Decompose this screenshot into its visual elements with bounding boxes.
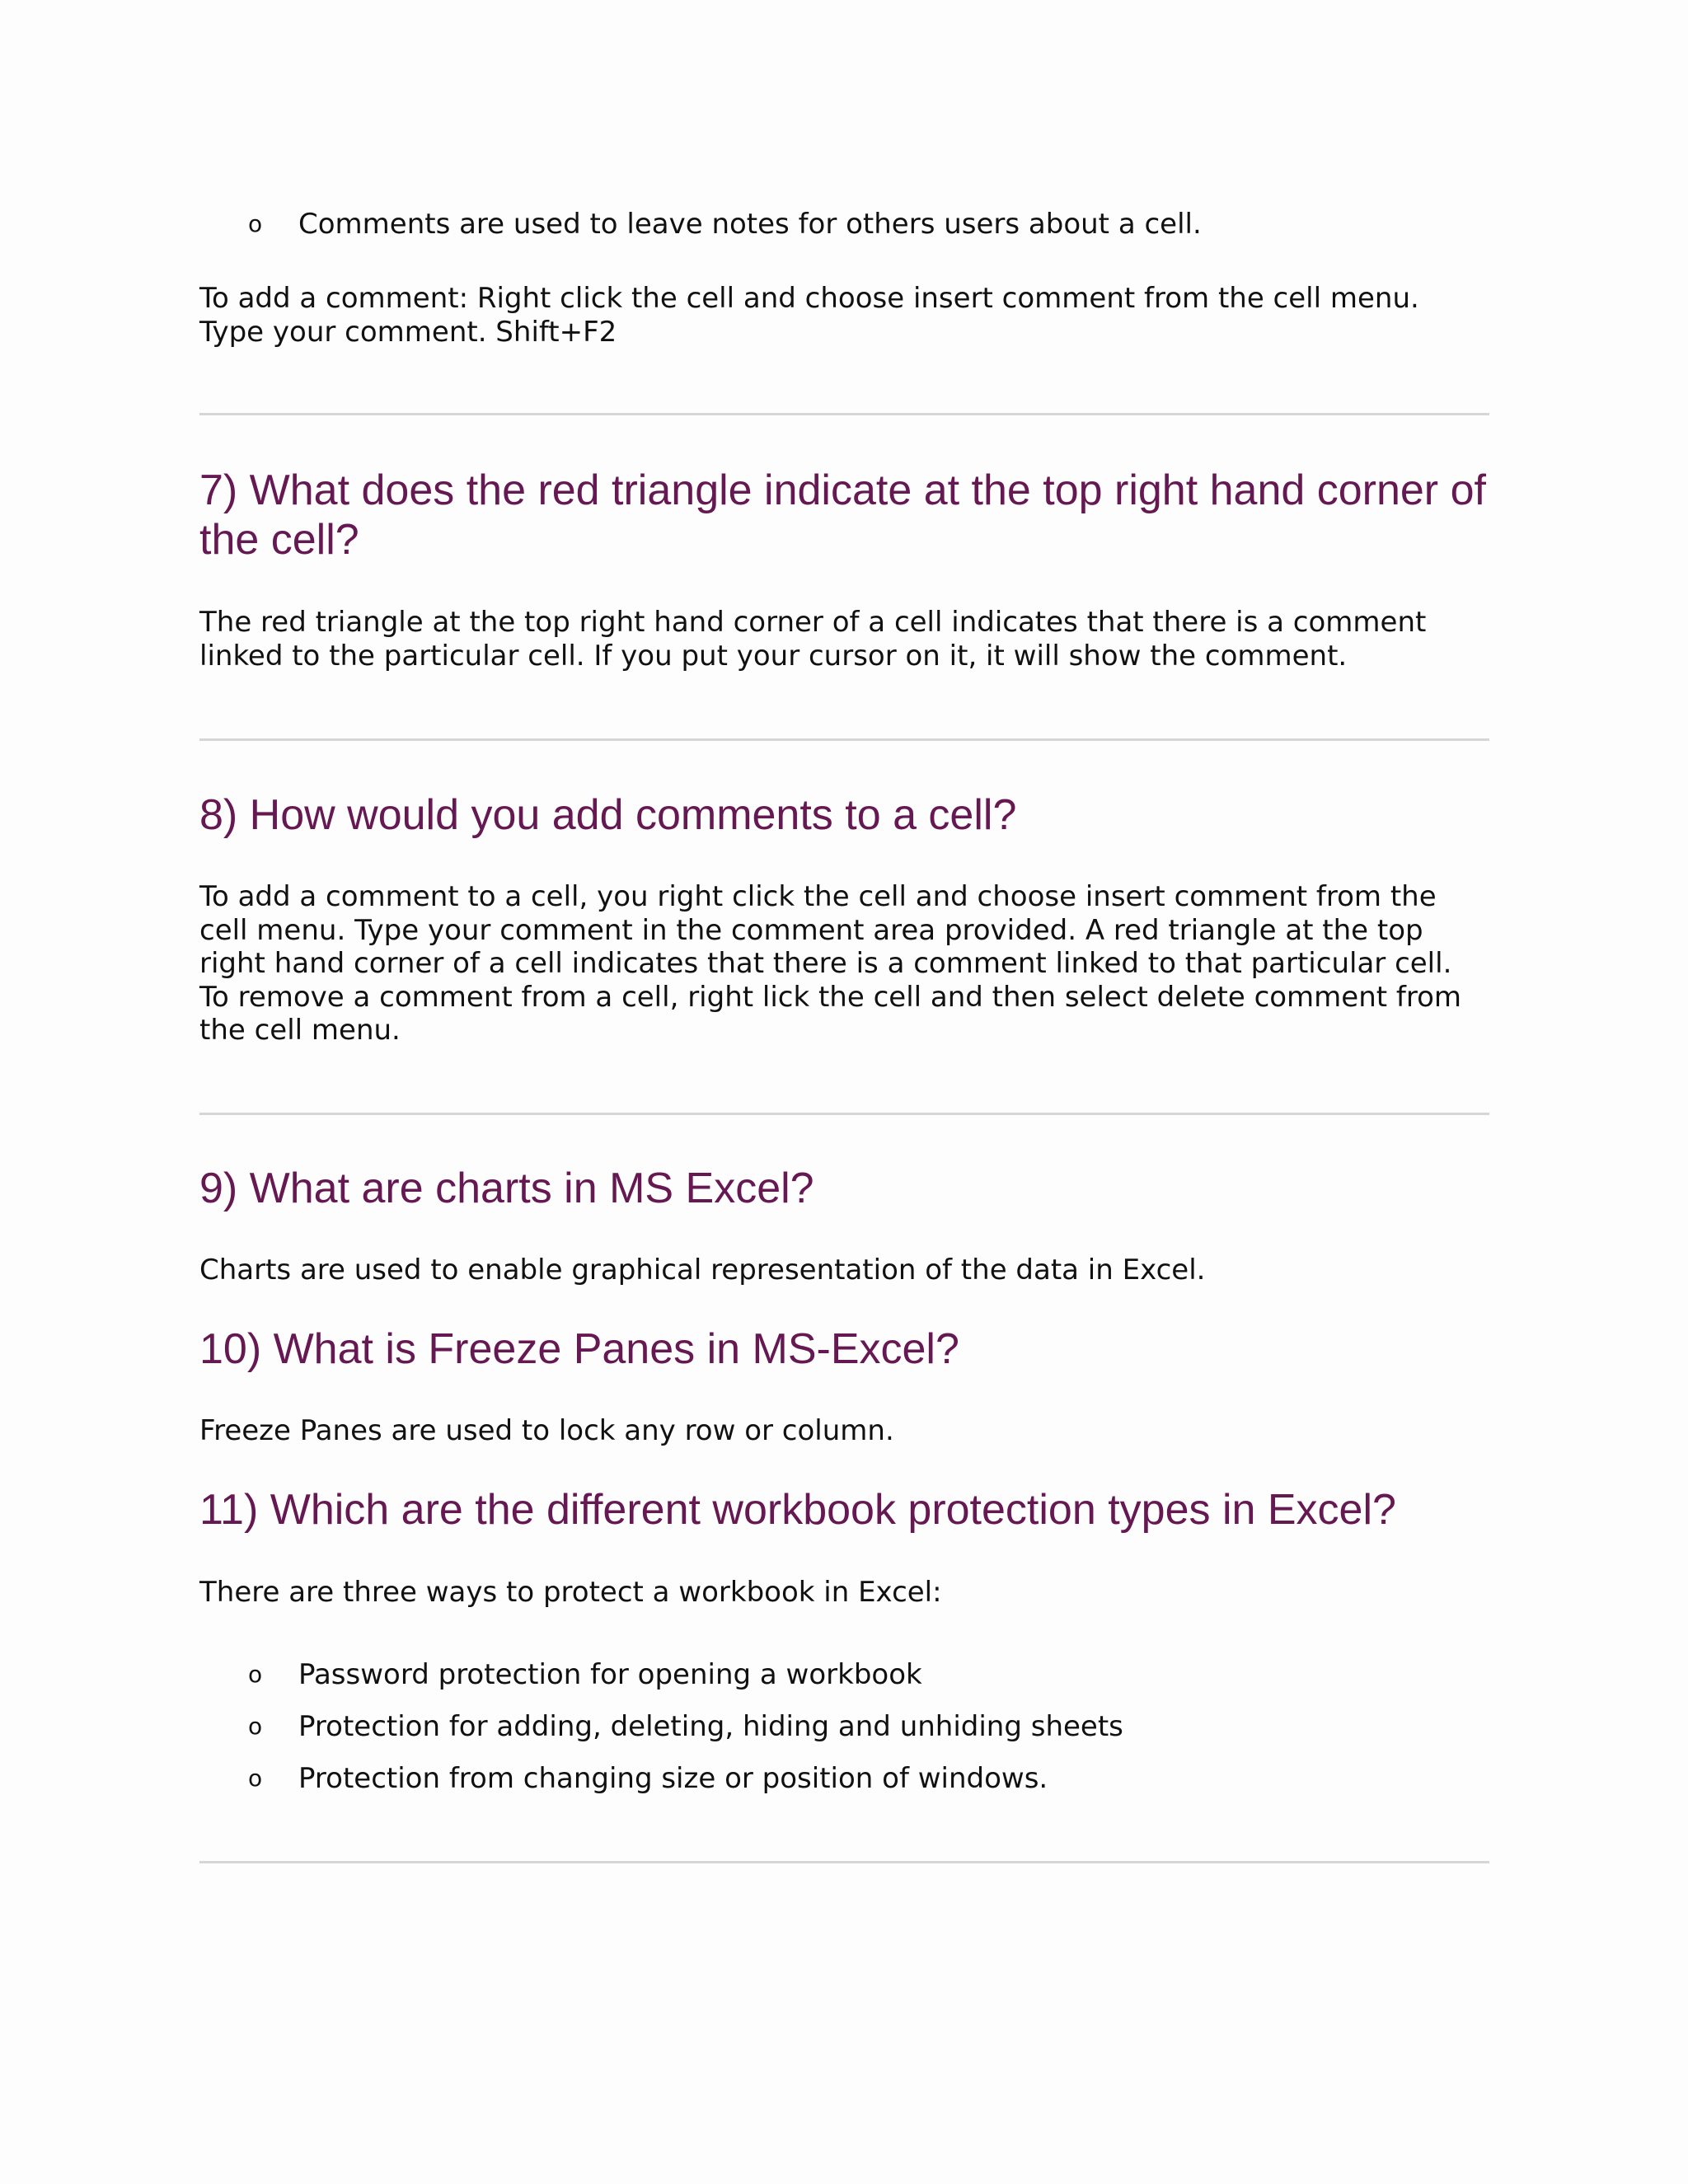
bullet-circle-icon: o bbox=[248, 1713, 263, 1740]
bullet-text: Comments are used to leave notes for others users about a cell. bbox=[298, 208, 1202, 241]
list-item bbox=[199, 1710, 1489, 1762]
section-7-body: The red triangle at the top right hand corner of a cell indicates that there is a comment linked to the particular cell. If you put your cursor on it, it will show the comment. bbox=[199, 606, 1427, 673]
section-divider bbox=[199, 738, 1489, 741]
section-8-body: To add a comment to a cell, you right click the cell and choose insert comment from the cell menu. Type your comment in the comment area provided. A red triangle at the top right hand corner of a cell indicates that there is a comment linked to that particular cell. To remove a comment from a cell, right lick the cell and then select delete comment from the cell menu. bbox=[199, 880, 1462, 1047]
section-divider bbox=[199, 1861, 1489, 1863]
bullet-circle-icon: o bbox=[248, 1661, 263, 1688]
section-9-heading: 9) What are charts in MS Excel? bbox=[199, 1165, 814, 1212]
section-10-heading: 10) What is Freeze Panes in MS-Excel? bbox=[199, 1325, 959, 1373]
protection-types-list bbox=[199, 1658, 1489, 1814]
intro-paragraph: To add a comment: Right click the cell and choose insert comment from the cell menu. Type your comment. Shift+F2 bbox=[199, 282, 1419, 349]
bullet-text: Password protection for opening a workbook bbox=[298, 1658, 922, 1691]
section-10-body: Freeze Panes are used to lock any row or column. bbox=[199, 1414, 894, 1447]
bullet-text: Protection for adding, deleting, hiding and unhiding sheets bbox=[298, 1710, 1123, 1743]
top-bullet-list bbox=[199, 208, 1489, 241]
section-divider bbox=[199, 413, 1489, 415]
bullet-circle-icon: o bbox=[248, 210, 263, 237]
section-divider bbox=[199, 1113, 1489, 1115]
bullet-circle-icon: o bbox=[248, 1765, 263, 1792]
section-7-heading: 7) What does the red triangle indicate at the top right hand corner of the cell? bbox=[199, 466, 1486, 564]
section-11-body: There are three ways to protect a workbook in Excel: bbox=[199, 1576, 942, 1609]
list-item bbox=[199, 1658, 1489, 1710]
bullet-text: Protection from changing size or position of windows. bbox=[298, 1762, 1048, 1795]
section-8-heading: 8) How would you add comments to a cell? bbox=[199, 791, 1017, 839]
section-9-body: Charts are used to enable graphical representation of the data in Excel. bbox=[199, 1254, 1206, 1286]
list-item bbox=[199, 1762, 1489, 1814]
section-11-heading: 11) Which are the different workbook protection types in Excel? bbox=[199, 1486, 1396, 1534]
list-item bbox=[199, 208, 1489, 241]
